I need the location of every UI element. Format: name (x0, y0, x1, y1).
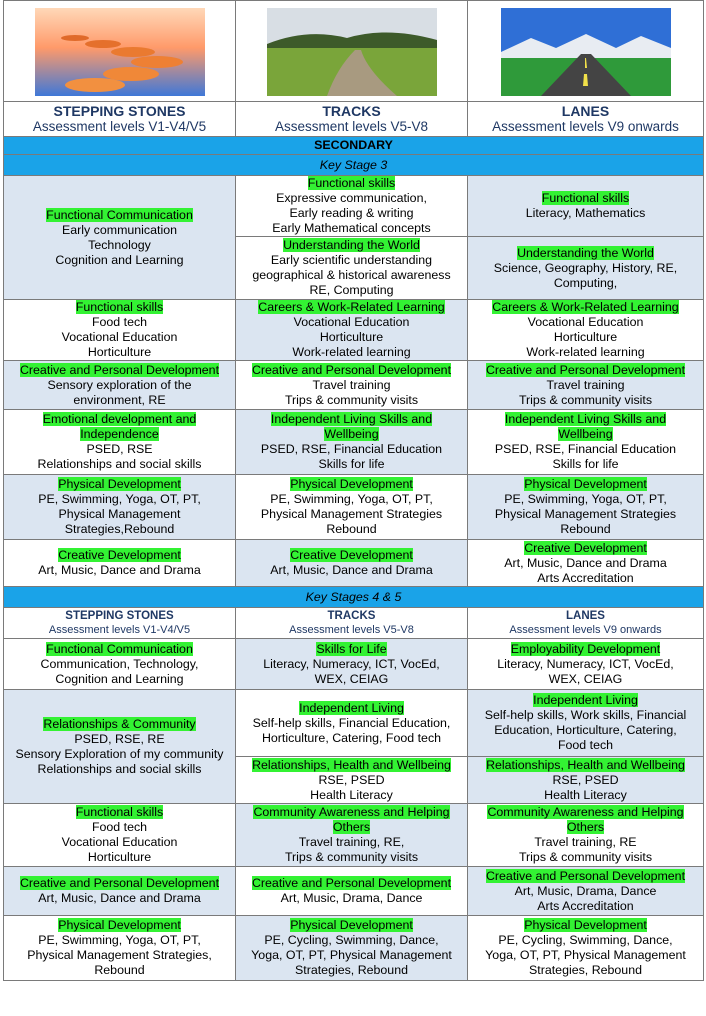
area-line: Horticulture (87, 850, 152, 864)
area-heading: Careers & Work-Related Learning (492, 300, 679, 314)
area-heading: Physical Development (524, 477, 647, 491)
area-line: Literacy, Numeracy, ICT, VocEd, (263, 656, 440, 671)
ks3-r1-la-b-cell (468, 237, 704, 300)
ks3-r5-la-cell (468, 475, 704, 540)
area-line: Skills for life (318, 457, 385, 471)
area-line: Horticulture (87, 345, 152, 359)
ks45-subheader-ss (4, 608, 236, 639)
area-heading: Understanding the World (517, 245, 654, 260)
area-line: Trips & community visits (518, 850, 653, 864)
area-line: Sensory Exploration of my community (15, 746, 224, 761)
area-line: Expressive communication, (276, 191, 427, 205)
ks45-r2-la-b-cell (468, 757, 704, 804)
field-track-photo (267, 8, 437, 96)
ks3-r6-tr-cell (236, 540, 468, 587)
area-line: Self-help skills, Work skills, Financial (484, 708, 687, 722)
area-heading: Wellbeing (324, 427, 379, 441)
area-line: WEX, CEIAG (314, 671, 389, 686)
ks45-r4-la-cell (468, 867, 704, 916)
area-heading: Creative Development (524, 540, 647, 555)
secondary-band: SECONDARY (4, 137, 704, 155)
ks3-r5-ss-cell (4, 475, 236, 540)
area-line: Rebound (560, 522, 611, 536)
area-line: Physical Management Strategies (260, 507, 443, 521)
area-heading: Physical Development (290, 918, 413, 932)
area-line: PSED, RSE, Financial Education (494, 442, 677, 456)
area-heading: Creative and Personal Development (19, 876, 220, 890)
area-line: PE, Cycling, Swimming, Dance, (264, 933, 439, 947)
path-name: TRACKS (327, 610, 376, 622)
area-line: Vocational Education (293, 315, 410, 329)
ks45-r5-ss-cell (4, 916, 236, 981)
area-line: Sensory exploration of the (47, 377, 192, 392)
area-line: Horticulture (553, 330, 618, 344)
area-line: Arts Accreditation (537, 898, 634, 913)
area-heading: Functional skills (75, 805, 164, 819)
area-heading: Independent Living Skills and (504, 412, 667, 426)
ks3-r3-ss-cell (4, 361, 236, 410)
path-name: LANES (561, 103, 610, 119)
ks3-r1-ss-cell (4, 176, 236, 300)
area-line: environment, RE (73, 392, 166, 407)
area-line: PSED, RSE, RE (74, 731, 165, 746)
area-line: Yoga, OT, PT, Physical Management (485, 948, 686, 962)
area-line: Strategies, Rebound (295, 963, 408, 977)
area-heading: Relationships, Health and Wellbeing (252, 757, 451, 772)
ks45-r4-ss-cell (4, 867, 236, 916)
ks45-r3-tr-cell (236, 804, 468, 867)
area-line: Art, Music, Drama, Dance (514, 883, 657, 898)
ks3-r1-tr-b-cell (236, 237, 468, 300)
ks3-r6-la-cell (468, 540, 704, 587)
ks3-r3-tr-cell (236, 361, 468, 410)
path-levels: Assessment levels V1-V4/V5 (32, 119, 207, 134)
area-heading: Functional Communication (46, 207, 193, 222)
area-line: Trips & community visits (284, 392, 419, 407)
path-header-stepping-stones (4, 102, 236, 137)
area-line: Literacy, Numeracy, ICT, VocEd, (497, 656, 674, 671)
path-levels: Assessment levels V5-V8 (289, 624, 414, 636)
area-line: Vocational Education (61, 330, 178, 344)
ks3-r4-tr-cell (236, 410, 468, 475)
path-levels: Assessment levels V9 onwards (509, 624, 662, 636)
ks45-r4-tr-cell (236, 867, 468, 916)
area-line: RE, Computing (309, 283, 394, 297)
area-line: Cognition and Learning (55, 671, 184, 686)
area-line: Work-related learning (292, 345, 411, 359)
area-line: Work-related learning (526, 345, 645, 359)
area-heading: Physical Development (524, 918, 647, 932)
area-line: PSED, RSE, Financial Education (260, 442, 443, 456)
area-line: Technology (88, 237, 151, 252)
ks3-r2-ss-cell (4, 300, 236, 361)
area-heading: Community Awareness and Helping (253, 805, 450, 819)
area-line: Early reading & writing (289, 206, 414, 220)
lanes-image-cell (468, 1, 704, 102)
area-line: Art, Music, Drama, Dance (280, 891, 423, 905)
area-heading: Creative Development (58, 548, 181, 562)
tracks-image-cell (236, 1, 468, 102)
area-heading: Others (332, 820, 371, 834)
path-name: STEPPING STONES (65, 610, 174, 622)
path-levels: Assessment levels V9 onwards (492, 119, 679, 134)
area-heading: Creative and Personal Development (485, 362, 686, 377)
area-line: PE, Swimming, Yoga, OT, PT, (504, 492, 667, 506)
area-line: Travel training (546, 377, 625, 392)
key-stage-3-band: Key Stage 3 (4, 155, 704, 176)
area-line: Relationships and social skills (37, 761, 202, 776)
area-heading: Understanding the World (283, 238, 420, 252)
area-line: Literacy, Mathematics (525, 206, 646, 220)
area-heading: Creative and Personal Development (19, 362, 220, 377)
area-line: Travel training, RE, (298, 835, 405, 849)
ks3-r4-ss-cell (4, 410, 236, 475)
area-line: Trips & community visits (518, 392, 653, 407)
path-header-tracks (236, 102, 468, 137)
area-heading: Physical Development (58, 918, 181, 932)
area-line: Health Literacy (544, 787, 627, 802)
ks45-r2-tr-b-cell (236, 757, 468, 804)
area-line: Early communication (61, 222, 177, 237)
area-heading: Creative and Personal Development (485, 868, 686, 883)
path-name: TRACKS (322, 103, 381, 119)
area-line: Travel training (312, 377, 391, 392)
area-line: Art, Music, Dance and Drama (504, 555, 667, 570)
ks45-r1-la-cell (468, 639, 704, 690)
area-line: Horticulture, Catering, Food tech (261, 730, 442, 745)
area-line: Vocational Education (527, 315, 644, 329)
key-stage-4-5-band: Key Stages 4 & 5 (4, 587, 704, 608)
area-line: RSE, PSED (552, 772, 619, 787)
area-line: Skills for life (552, 457, 619, 471)
area-line: Food tech (91, 820, 148, 834)
ks3-r1-tr-a-cell (236, 176, 468, 237)
ks45-r3-ss-cell (4, 804, 236, 867)
area-line: Strategies,Rebound (64, 522, 175, 536)
ks45-r1-ss-cell (4, 639, 236, 690)
area-line: Yoga, OT, PT, Physical Management (251, 948, 452, 962)
ks3-r1-la-a-cell (468, 176, 704, 237)
area-line: Computing, (553, 275, 618, 290)
stepping-stones-photo (35, 8, 205, 96)
area-line: Art, Music, Dance and Drama (38, 563, 201, 577)
ks3-r3-la-cell (468, 361, 704, 410)
area-heading: Skills for Life (316, 641, 387, 656)
area-heading: Relationships & Community (43, 716, 196, 731)
ks45-r5-tr-cell (236, 916, 468, 981)
area-line: Relationships and social skills (37, 457, 202, 471)
ks3-r2-la-cell (468, 300, 704, 361)
ks45-r5-la-cell (468, 916, 704, 981)
area-line: Physical Management Strategies (494, 507, 677, 521)
curriculum-table (3, 0, 704, 981)
area-line: Education, Horticulture, Catering, (494, 723, 677, 737)
area-heading: Independence (80, 427, 159, 441)
area-line: Early Mathematical concepts (272, 221, 431, 235)
area-line: Physical Management (58, 507, 181, 521)
area-heading: Relationships, Health and Wellbeing (486, 757, 685, 772)
ks45-r2-ss-cell (4, 690, 236, 804)
area-heading: Functional skills (307, 176, 396, 190)
ks3-r6-ss-cell (4, 540, 236, 587)
area-heading: Functional skills (75, 300, 164, 314)
area-line: Early scientific understanding (270, 253, 433, 267)
area-heading: Others (566, 820, 605, 834)
picture-row (4, 1, 704, 102)
area-line: Travel training, RE (534, 835, 637, 849)
area-heading: Community Awareness and Helping (487, 805, 684, 819)
ks45-subheader-la (468, 608, 704, 639)
area-line: Food tech (557, 738, 614, 752)
area-line: Physical Management Strategies, (27, 948, 212, 962)
area-line: Communication, Technology, (40, 656, 199, 671)
area-heading: Functional Communication (46, 641, 193, 656)
area-heading: Independent Living (533, 693, 638, 707)
area-line: Cognition and Learning (55, 252, 184, 267)
area-heading: Functional skills (541, 191, 630, 205)
area-line: PE, Swimming, Yoga, OT, PT, (270, 492, 433, 506)
area-heading: Creative and Personal Development (251, 876, 452, 890)
area-line: PE, Swimming, Yoga, OT, PT, (38, 933, 201, 947)
area-line: Food tech (91, 315, 148, 329)
ks45-r3-la-cell (468, 804, 704, 867)
area-line: Self-help skills, Financial Education, (252, 715, 451, 730)
path-levels: Assessment levels V5-V8 (274, 119, 429, 134)
area-line: PE, Cycling, Swimming, Dance, (498, 933, 673, 947)
area-line: PSED, RSE (86, 442, 153, 456)
ks45-r1-tr-cell (236, 639, 468, 690)
area-line: Arts Accreditation (537, 570, 634, 585)
area-line: RSE, PSED (318, 772, 385, 787)
area-heading: Creative Development (290, 548, 413, 562)
area-heading: Employability Development (510, 641, 661, 656)
path-levels: Assessment levels V1-V4/V5 (48, 624, 191, 636)
area-line: Trips & community visits (284, 850, 419, 864)
area-line: Art, Music, Dance and Drama (38, 891, 201, 905)
area-heading: Independent Living Skills and (270, 412, 433, 426)
stepping-stones-image-cell (4, 1, 236, 102)
area-line: Rebound (326, 522, 377, 536)
area-line: PE, Swimming, Yoga, OT, PT, (38, 492, 201, 506)
area-line: Science, Geography, History, RE, (493, 260, 678, 275)
ks3-r2-tr-cell (236, 300, 468, 361)
path-header-row (4, 102, 704, 137)
path-name: STEPPING STONES (53, 103, 186, 119)
ks3-r4-la-cell (468, 410, 704, 475)
area-heading: Emotional development and (42, 412, 197, 426)
ks45-subheader-tr (236, 608, 468, 639)
area-line: Strategies, Rebound (529, 963, 642, 977)
ks3-r5-tr-cell (236, 475, 468, 540)
ks45-r2-la-a-cell (468, 690, 704, 757)
area-heading: Independent Living (299, 700, 404, 715)
ks45-r2-tr-a-cell (236, 690, 468, 757)
area-line: Art, Music, Dance and Drama (270, 563, 433, 577)
path-name: LANES (566, 610, 605, 622)
area-line: Rebound (94, 963, 145, 977)
area-heading: Physical Development (58, 477, 181, 491)
road-lanes-photo (501, 8, 671, 96)
area-line: Horticulture (319, 330, 384, 344)
area-line: Vocational Education (61, 835, 178, 849)
area-line: geographical & historical awareness (252, 268, 451, 282)
area-heading: Creative and Personal Development (251, 362, 452, 377)
area-heading: Wellbeing (558, 427, 613, 441)
area-heading: Physical Development (290, 477, 413, 491)
path-header-lanes (468, 102, 704, 137)
area-line: Health Literacy (310, 787, 393, 802)
area-heading: Careers & Work-Related Learning (258, 300, 445, 314)
area-line: WEX, CEIAG (548, 671, 623, 686)
